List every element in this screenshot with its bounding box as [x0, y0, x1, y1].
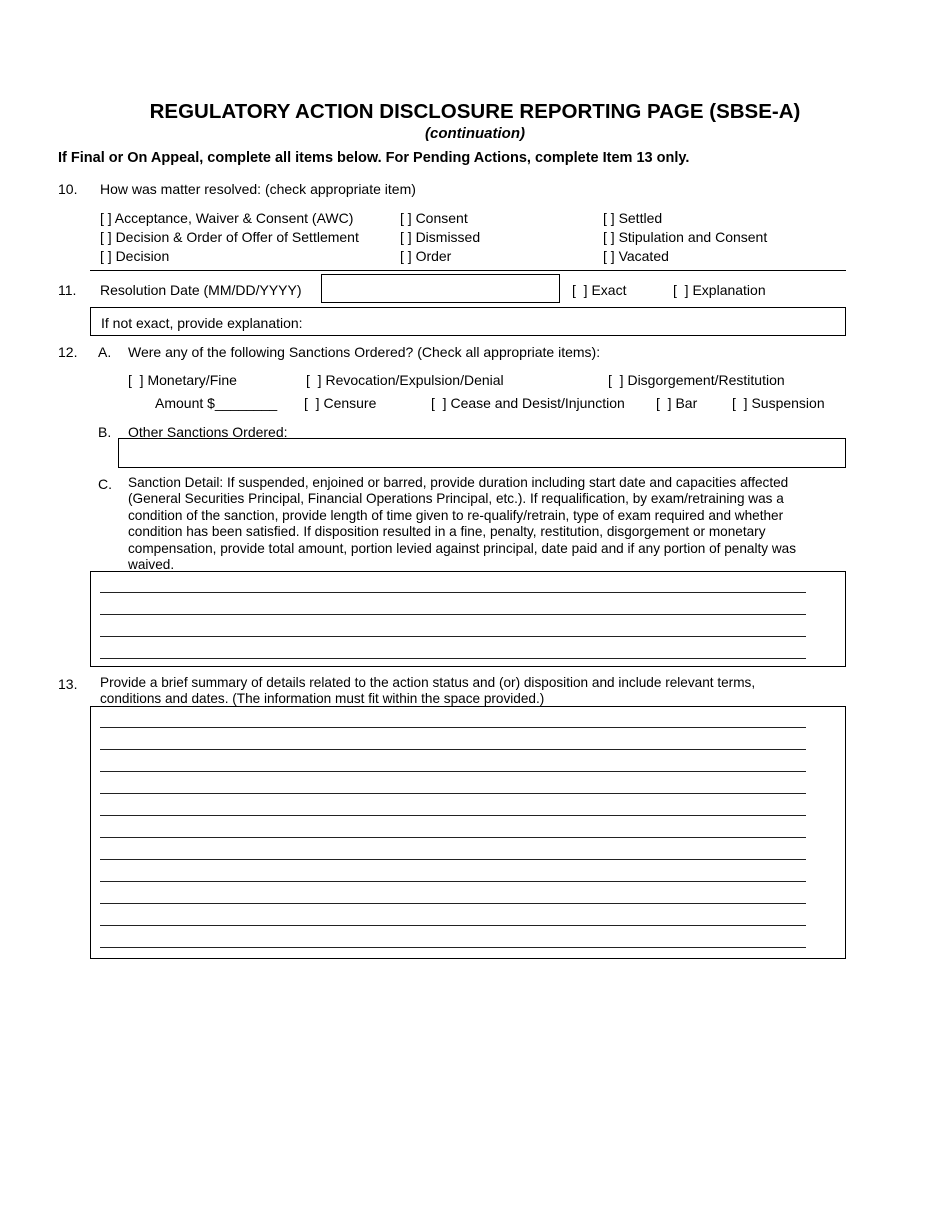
checkbox-cease-desist[interactable]: [ ] Cease and Desist/Injunction [431, 395, 625, 411]
option-label: Dismissed [415, 229, 481, 245]
option-label: Vacated [618, 248, 669, 264]
checkbox-decision-order[interactable] [100, 229, 359, 245]
option-label: Settled [618, 210, 663, 226]
item-12a-letter: A. [98, 344, 112, 360]
writing-line [100, 636, 806, 637]
item-11-number: 11. [58, 282, 77, 298]
writing-line [100, 771, 806, 772]
option-label: Suspension [751, 395, 825, 411]
other-sanctions-label: Other Sanctions Ordered: [128, 424, 288, 440]
explanation-field[interactable] [90, 307, 846, 336]
explanation-label: Explanation [692, 282, 766, 298]
option-label: Acceptance, Waiver & Consent (AWC) [114, 210, 354, 226]
summary-field[interactable] [90, 706, 846, 959]
page-title: REGULATORY ACTION DISCLOSURE REPORTING PAGE (SBSE-A) [149, 100, 801, 123]
sanction-detail-field[interactable] [90, 571, 846, 667]
item-12a-question: Were any of the following Sanctions Ordered? (Check all appropriate items): [128, 344, 601, 360]
writing-line [100, 815, 806, 816]
writing-line [100, 658, 806, 659]
writing-line [100, 837, 806, 838]
item-12-number: 12. [58, 344, 78, 360]
checkbox-order[interactable] [400, 248, 451, 264]
option-label: Monetary/Fine [147, 372, 237, 388]
checkbox-bracket: [ ] [400, 210, 412, 226]
checkbox-bracket: [ ] [603, 229, 615, 245]
writing-line [100, 925, 806, 926]
checkbox-censure[interactable]: [ ] Censure [304, 395, 377, 411]
item-12c-letter: C. [98, 476, 112, 492]
item-13-number: 13. [58, 676, 78, 692]
checkbox-bracket: [ ] [400, 248, 412, 264]
page-subtitle: (continuation) [425, 125, 525, 142]
checkbox-bracket: [ ] [603, 210, 615, 226]
writing-line [100, 903, 806, 904]
checkbox-bracket: [ ] [100, 248, 112, 264]
writing-line [100, 859, 806, 860]
option-label: Censure [323, 395, 377, 411]
checkbox-decision[interactable] [100, 248, 169, 264]
checkbox-suspension[interactable]: [ ] Suspension [732, 395, 825, 411]
sanction-detail-instructions: Sanction Detail: If suspended, enjoined or barred, provide duration including start date and capacities affected (General Securities Principal, Financial Operations Principal, etc.). If requalification, by exam/retraining was a condition of the sanction, provide length of time given to re-qualify/retrain, type of exam required and whether condition has been satisfied. If disposition resulted in a fine, penalty, restitution, disgorgement or monetary compensation, provide total amount, portion levied against principal, date paid and if any portion of penalty was waived. [128, 475, 797, 573]
checkbox-stipulation[interactable] [603, 229, 767, 245]
option-label: Disgorgement/Restitution [627, 372, 785, 388]
writing-line [100, 614, 806, 615]
section-divider [90, 270, 846, 271]
instructions: If Final or On Appeal, complete all items below. For Pending Actions, complete Item 13 only. [58, 150, 690, 166]
checkbox-vacated[interactable] [603, 248, 669, 264]
writing-line [100, 881, 806, 882]
option-label: Consent [415, 210, 468, 226]
checkbox-exact[interactable]: [ ] Exact [572, 282, 627, 298]
checkbox-bracket: [ ] [400, 229, 412, 245]
amount-field[interactable]: Amount $________ [155, 395, 278, 411]
checkbox-awc[interactable] [100, 210, 353, 226]
checkbox-monetary-fine[interactable]: [ ] Monetary/Fine [128, 372, 237, 388]
item-10-number: 10. [58, 181, 78, 197]
other-sanctions-field[interactable] [118, 438, 846, 468]
option-label: Stipulation and Consent [618, 229, 768, 245]
checkbox-bracket: [ ] [100, 229, 112, 245]
writing-line [100, 947, 806, 948]
checkbox-bracket: [ ] [603, 248, 615, 264]
writing-line [100, 749, 806, 750]
option-label: Cease and Desist/Injunction [450, 395, 625, 411]
checkbox-settled[interactable] [603, 210, 662, 226]
checkbox-dismissed[interactable] [400, 229, 480, 245]
summary-instructions: Provide a brief summary of details related to the action status and (or) disposition and include relevant terms, conditions and dates. (The information must fit within the space provided.) [100, 675, 756, 707]
writing-line [100, 793, 806, 794]
option-label: Decision & Order of Offer of Settlement [115, 229, 359, 245]
checkbox-explanation[interactable]: [ ] Explanation [673, 282, 766, 298]
item-10-question: How was matter resolved: (check appropriate item) [100, 181, 416, 197]
resolution-date-field[interactable] [321, 274, 560, 303]
item-12b-letter: B. [98, 424, 112, 440]
checkbox-disgorgement[interactable]: [ ] Disgorgement/Restitution [608, 372, 785, 388]
writing-line [100, 592, 806, 593]
writing-line [100, 727, 806, 728]
exact-label: Exact [591, 282, 627, 298]
checkbox-revocation[interactable]: [ ] Revocation/Expulsion/Denial [306, 372, 504, 388]
option-label: Order [415, 248, 452, 264]
resolution-date-label: Resolution Date (MM/DD/YYYY) [100, 282, 302, 298]
explanation-prompt: If not exact, provide explanation: [101, 315, 303, 331]
checkbox-bar[interactable]: [ ] Bar [656, 395, 698, 411]
checkbox-consent[interactable] [400, 210, 468, 226]
option-label: Bar [675, 395, 698, 411]
option-label: Decision [115, 248, 170, 264]
option-label: Revocation/Expulsion/Denial [325, 372, 504, 388]
checkbox-bracket: [ ] [100, 210, 112, 226]
